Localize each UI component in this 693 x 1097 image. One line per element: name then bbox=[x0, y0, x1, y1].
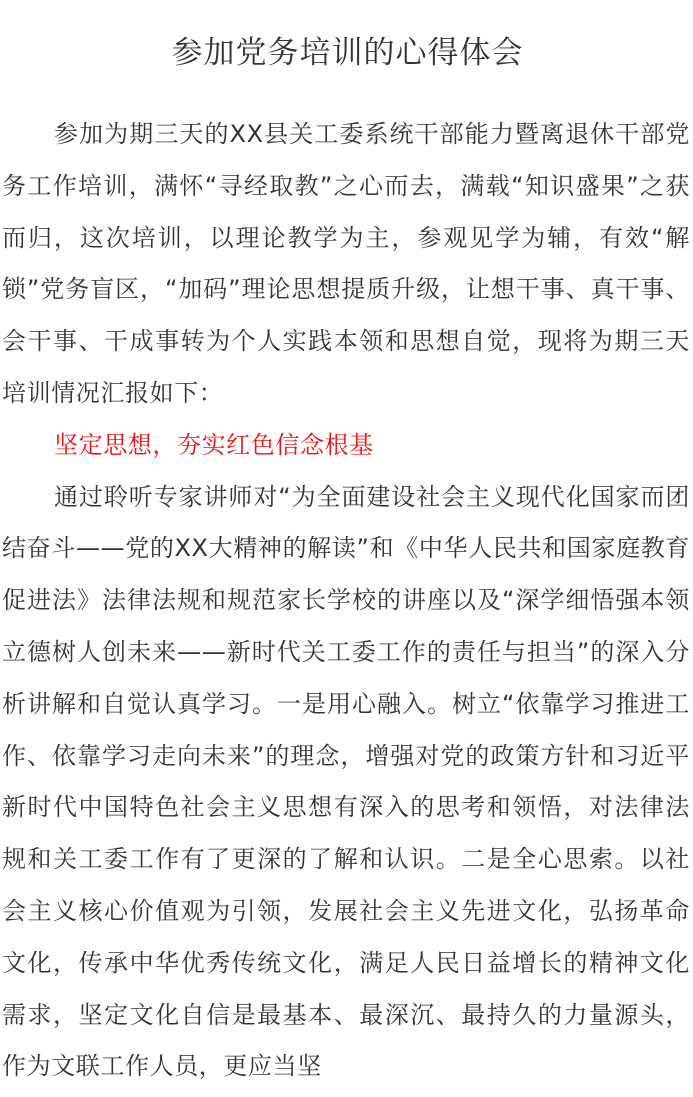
document-title: 参加党务培训的心得体会 bbox=[171, 35, 524, 71]
document-body bbox=[2, 109, 693, 1093]
section-paragraph: 通过聆听专家讲师对“为全面建设社会主义现代化国家而团结奋斗——党的XX大精神的解读”和《中华人民共和国家庭教育促进法》法律法规和规范家长学校的讲座以及“深学细悟强本领立德树人创未来——新时代关工委工作的责任与担当”的深入分析讲解和自觉认真学习。一是用心融入。树立“依靠学习推进工作、依靠学习走向未来”的理念，增强对党的政策方针和习近平新时代中国特色社会主义思想有深入的思考和领悟，对法律法规和关工委工作有了更深的了解和认识。二是全心思索。以社会主义核心价值观为引领，发展社会主义先进文化，弘扬革命文化，传承中华优秀传统文化，满足人民日益增长的精神文化需求，坚定文化自信是最基本、最深沉、最持久的力量源头，作为文联工作人员，更应当坚 bbox=[2, 482, 690, 1081]
section-heading: 坚定思想，夯实红色信念根基 bbox=[54, 430, 374, 459]
intro-paragraph: 参加为期三天的XX县关工委系统干部能力暨离退休干部党务工作培训，满怀“寻经取教”之心而去，满载“知识盛果”之获而归，这次培训，以理论教学为主，参观见学为辅，有效“解锁”党务盲区，“加码”理论思想提质升级，让想干事、真干事、会干事、干成事转为个人实践本领和思想自觉，现将为期三天培训情况汇报如下： bbox=[2, 120, 690, 407]
